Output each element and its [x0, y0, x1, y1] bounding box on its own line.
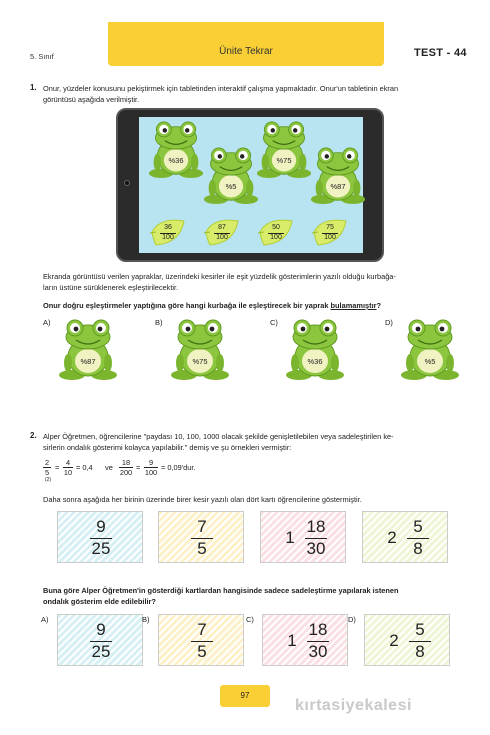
ex2-denominator: 200 [119, 468, 133, 477]
card-numerator: 7 [197, 620, 207, 639]
q2-intro-line: Alper Öğretmen, öğrencilerine "paydası 10, 100, 1000 olacak şekilde genişletilebilen veya sadeleştirilen ke- [43, 432, 394, 441]
frog-percent-label: %5 [225, 182, 237, 191]
q1-option-letter[interactable]: B) [155, 318, 163, 327]
ex1-expansion-note: (2) [44, 477, 52, 483]
leaf-denominator: 100 [270, 234, 282, 241]
card-numerator: 5 [413, 517, 423, 536]
q1-question-underlined: bulamamıştır [330, 301, 377, 310]
q1-option-frog [285, 317, 345, 383]
test-number: TEST - 44 [414, 47, 467, 59]
card-numerator: 7 [197, 517, 207, 536]
frog-percent-label: %75 [276, 156, 292, 165]
q1-question-mark: ? [376, 301, 382, 310]
q2-question [43, 585, 473, 607]
q2-cards-text: Daha sonra aşağıda her birinin üzerinde birer kesir yazılı olan dört kartı öğrencilerine göstermiştir. [43, 495, 362, 504]
card-numerator: 5 [415, 620, 425, 639]
screen-frog [203, 146, 259, 206]
card-denominator: 5 [197, 539, 207, 558]
q1-desc-line: Ekranda görüntüsü verilen yapraklar, üzerindeki kesirler ile eşit yüzdelik gösterimlerin yazılı olduğu kurbağa- [43, 272, 396, 281]
frog-percent-label: %5 [424, 356, 436, 366]
card-numerator: 9 [96, 517, 106, 536]
top-fraction-card[interactable] [158, 511, 244, 563]
card-denominator: 25 [91, 539, 111, 558]
ex1-numerator2: 4 [65, 458, 71, 467]
leaf-card[interactable] [258, 217, 294, 247]
leaf-numerator: 75 [326, 224, 334, 231]
q1-description [43, 271, 473, 293]
card-whole: 1 [285, 528, 295, 547]
q1-intro [43, 83, 473, 105]
q2-option-letter[interactable]: C) [246, 615, 254, 624]
leaf-denominator: 100 [216, 234, 228, 241]
option-fraction-card[interactable] [262, 614, 348, 666]
ex2-numerator2: 9 [148, 458, 154, 467]
screen-frog [256, 120, 312, 180]
leaf-denominator: 100 [324, 234, 336, 241]
ex-conjunction: ve [105, 463, 113, 472]
tablet-home-button [124, 180, 130, 186]
leaf-card[interactable] [312, 217, 348, 247]
q2-question-line: Buna göre Alper Öğretmen'in gösterdiği kartlardan hangisinde sadece sadeleştirme yapılarak istenen [43, 586, 399, 595]
q2-intro-line: sirlerin ondalık gösterimi kolayca yapılabilir." demiş ve şu örnekleri vermiştir: [43, 443, 292, 452]
top-fraction-card[interactable] [57, 511, 143, 563]
q2-number: 2. [30, 431, 37, 440]
ex2-result: = 0,09'dur. [161, 463, 196, 472]
card-denominator: 30 [306, 539, 326, 558]
screen-frog [310, 146, 366, 206]
q1-number: 1. [30, 83, 37, 92]
card-denominator: 8 [415, 642, 425, 661]
ex1-denominator: 5 [44, 468, 50, 477]
top-fraction-card[interactable] [362, 511, 448, 563]
option-fraction-card[interactable] [57, 614, 143, 666]
q1-option-frog [170, 317, 230, 383]
card-denominator: 25 [91, 642, 111, 661]
q2-intro [43, 431, 473, 453]
screen-frog [148, 120, 204, 180]
q1-option-letter[interactable]: A) [43, 318, 51, 327]
card-denominator: 30 [308, 642, 328, 661]
card-denominator: 8 [413, 539, 423, 558]
option-fraction-card[interactable] [158, 614, 244, 666]
option-fraction-card[interactable] [364, 614, 450, 666]
q1-intro-line: görüntüsü aşağıda verilmiştir. [43, 95, 140, 104]
page-number-box [220, 685, 270, 707]
q1-question-text: Onur doğru eşleştirmeler yaptığına göre hangi kurbağa ile eşleştirecek bir yaprak [43, 301, 331, 310]
card-denominator: 5 [197, 642, 207, 661]
ex1-numerator: 2 [44, 458, 50, 467]
page-number: 97 [240, 691, 250, 700]
card-whole: 2 [387, 528, 397, 547]
frog-percent-label: %36 [168, 156, 184, 165]
card-whole: 2 [389, 631, 399, 650]
q1-option-frog [400, 317, 460, 383]
leaf-numerator: 36 [164, 224, 172, 231]
ex1-denominator2: 10 [63, 468, 73, 477]
card-numerator: 18 [308, 620, 328, 639]
q1-desc-line: ların üstüne sürüklenerek eşleştirilecektir. [43, 283, 179, 292]
watermark: kırtasiyekalesi [295, 697, 412, 714]
q1-question [43, 300, 473, 311]
frog-percent-label: %87 [80, 356, 96, 366]
card-numerator: 9 [96, 620, 106, 639]
card-whole: 1 [287, 631, 297, 650]
leaf-numerator: 50 [272, 224, 280, 231]
q2-option-letter[interactable]: A) [41, 615, 49, 624]
q2-option-letter[interactable]: B) [142, 615, 150, 624]
leaf-numerator: 87 [218, 224, 226, 231]
q1-option-letter[interactable]: D) [385, 318, 393, 327]
q1-option-frog [58, 317, 118, 383]
q2-examples: 2 5 (2) = 4 10 = 0,4 ve 18 200 = 9 100 = 0,09'dur. [44, 458, 196, 483]
frog-percent-label: %36 [307, 356, 323, 366]
ex1-result: = 0,4 [76, 463, 93, 472]
ex2-denominator2: 100 [144, 468, 158, 477]
q2-option-letter[interactable]: D) [348, 615, 356, 624]
unit-tab [108, 22, 384, 66]
q1-option-letter[interactable]: C) [270, 318, 278, 327]
frog-percent-label: %75 [192, 356, 208, 366]
q2-question-line: ondalık gösterim elde edilebilir? [43, 597, 156, 606]
leaf-card[interactable] [150, 217, 186, 247]
unit-title: Ünite Tekrar [219, 46, 273, 57]
q1-intro-line: Onur, yüzdeler konusunu pekiştirmek için tabletinden interaktif çalışma yapmaktadır. Onur'un tabletinin ekran [43, 84, 399, 93]
grade-label: 5. Sınıf [30, 52, 54, 61]
ex2-numerator: 18 [121, 458, 131, 467]
card-numerator: 18 [306, 517, 326, 536]
leaf-denominator: 100 [162, 234, 174, 241]
frog-percent-label: %87 [330, 182, 346, 191]
leaf-card[interactable] [204, 217, 240, 247]
top-fraction-card[interactable] [260, 511, 346, 563]
